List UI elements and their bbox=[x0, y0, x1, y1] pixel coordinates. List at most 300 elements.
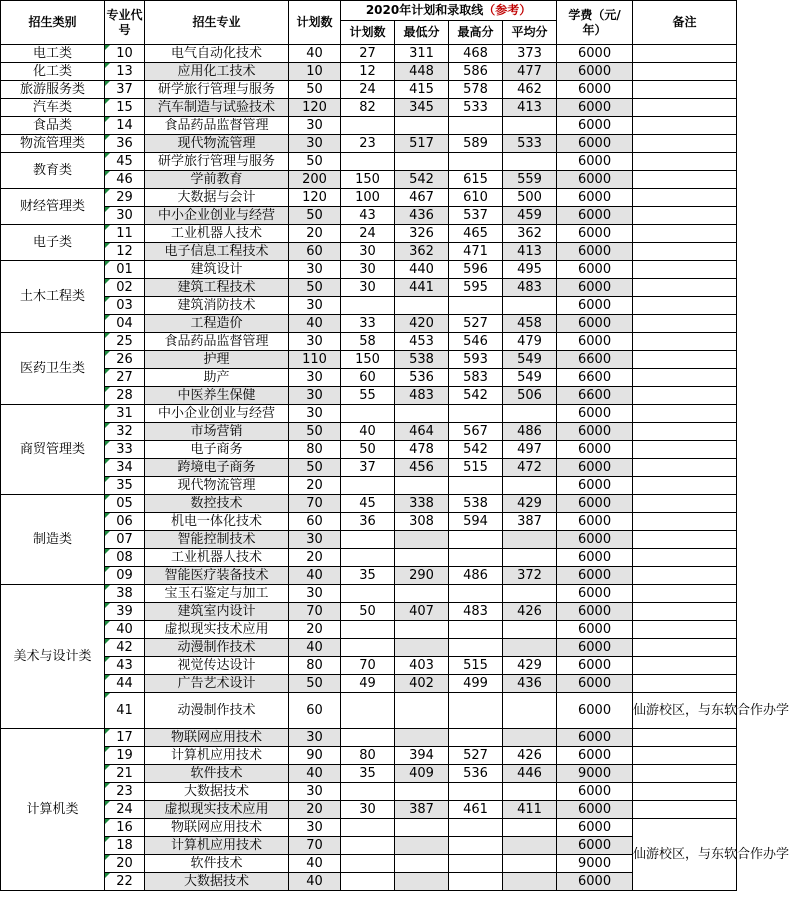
tuition-fee: 6600 bbox=[557, 369, 633, 387]
avg-score: 372 bbox=[503, 567, 557, 585]
note-cell: 仙游校区，与东软合作办学 bbox=[633, 693, 737, 729]
major-code: 29 bbox=[105, 189, 145, 207]
plan-2020 bbox=[341, 405, 395, 423]
tuition-fee: 6000 bbox=[557, 495, 633, 513]
major-name: 建筑室内设计 bbox=[145, 603, 289, 621]
max-score: 527 bbox=[449, 315, 503, 333]
plan-2020 bbox=[341, 477, 395, 495]
plan-count: 50 bbox=[289, 207, 341, 225]
major-name: 工业机器人技术 bbox=[145, 549, 289, 567]
plan-count: 80 bbox=[289, 441, 341, 459]
min-score bbox=[395, 531, 449, 549]
plan-count: 20 bbox=[289, 225, 341, 243]
table-row bbox=[1, 675, 737, 693]
table-row bbox=[1, 819, 737, 837]
table-row bbox=[1, 513, 737, 531]
table-row bbox=[1, 135, 737, 153]
plan-2020 bbox=[341, 585, 395, 603]
plan-2020 bbox=[341, 873, 395, 891]
min-score: 538 bbox=[395, 351, 449, 369]
major-name: 数控技术 bbox=[145, 495, 289, 513]
min-score: 467 bbox=[395, 189, 449, 207]
major-code: 43 bbox=[105, 657, 145, 675]
plan-2020: 12 bbox=[341, 63, 395, 81]
note-cell-empty bbox=[633, 315, 737, 333]
table-row bbox=[1, 45, 737, 63]
plan-count: 60 bbox=[289, 243, 341, 261]
plan-count: 30 bbox=[289, 387, 341, 405]
plan-count: 70 bbox=[289, 495, 341, 513]
table-row bbox=[1, 405, 737, 423]
table-row bbox=[1, 117, 737, 135]
note-cell-empty bbox=[633, 441, 737, 459]
major-code: 30 bbox=[105, 207, 145, 225]
min-score: 407 bbox=[395, 603, 449, 621]
max-score bbox=[449, 585, 503, 603]
table-row bbox=[1, 783, 737, 801]
max-score: 610 bbox=[449, 189, 503, 207]
major-name: 食品药品监督管理 bbox=[145, 333, 289, 351]
tuition-fee: 6000 bbox=[557, 603, 633, 621]
major-name: 智能控制技术 bbox=[145, 531, 289, 549]
min-score: 478 bbox=[395, 441, 449, 459]
major-name: 建筑工程技术 bbox=[145, 279, 289, 297]
plan-count: 120 bbox=[289, 99, 341, 117]
major-code: 21 bbox=[105, 765, 145, 783]
avg-score: 477 bbox=[503, 63, 557, 81]
major-name: 研学旅行管理与服务 bbox=[145, 81, 289, 99]
major-name: 计算机应用技术 bbox=[145, 837, 289, 855]
tuition-fee: 6000 bbox=[557, 405, 633, 423]
avg-score bbox=[503, 819, 557, 837]
plan-2020 bbox=[341, 549, 395, 567]
note-cell-empty bbox=[633, 279, 737, 297]
tuition-fee: 6000 bbox=[557, 225, 633, 243]
tuition-fee: 6000 bbox=[557, 873, 633, 891]
min-score: 403 bbox=[395, 657, 449, 675]
max-score: 594 bbox=[449, 513, 503, 531]
min-score bbox=[395, 837, 449, 855]
major-name: 跨境电子商务 bbox=[145, 459, 289, 477]
major-code: 13 bbox=[105, 63, 145, 81]
tuition-fee: 6000 bbox=[557, 171, 633, 189]
max-score: 546 bbox=[449, 333, 503, 351]
category-cell: 医药卫生类 bbox=[1, 333, 105, 405]
plan-2020: 82 bbox=[341, 99, 395, 117]
major-code: 24 bbox=[105, 801, 145, 819]
major-name: 工业机器人技术 bbox=[145, 225, 289, 243]
category-cell: 汽车类 bbox=[1, 99, 105, 117]
plan-2020 bbox=[341, 531, 395, 549]
note-cell-empty bbox=[633, 45, 737, 63]
plan-2020: 45 bbox=[341, 495, 395, 513]
major-code: 42 bbox=[105, 639, 145, 657]
plan-2020 bbox=[341, 855, 395, 873]
category-cell: 电子类 bbox=[1, 225, 105, 261]
min-score: 387 bbox=[395, 801, 449, 819]
table-row bbox=[1, 207, 737, 225]
category-cell: 化工类 bbox=[1, 63, 105, 81]
note-cell-empty bbox=[633, 207, 737, 225]
note-cell-empty bbox=[633, 63, 737, 81]
min-score bbox=[395, 405, 449, 423]
plan-2020 bbox=[341, 837, 395, 855]
tuition-fee: 6600 bbox=[557, 387, 633, 405]
avg-score bbox=[503, 783, 557, 801]
plan-2020 bbox=[341, 117, 395, 135]
note-cell-empty bbox=[633, 423, 737, 441]
tuition-fee: 6000 bbox=[557, 63, 633, 81]
max-score bbox=[449, 531, 503, 549]
header-plan: 计划数 bbox=[289, 1, 341, 45]
plan-2020: 100 bbox=[341, 189, 395, 207]
plan-2020: 30 bbox=[341, 279, 395, 297]
category-cell: 计算机类 bbox=[1, 729, 105, 891]
major-code: 25 bbox=[105, 333, 145, 351]
note-cell-empty bbox=[633, 747, 737, 765]
major-name: 动漫制作技术 bbox=[145, 693, 289, 729]
plan-count: 30 bbox=[289, 135, 341, 153]
note-cell-empty bbox=[633, 603, 737, 621]
table-row bbox=[1, 549, 737, 567]
header-2020-reference: （参考） bbox=[483, 3, 532, 17]
min-score bbox=[395, 855, 449, 873]
plan-count: 120 bbox=[289, 189, 341, 207]
major-name: 物联网应用技术 bbox=[145, 729, 289, 747]
avg-score: 495 bbox=[503, 261, 557, 279]
table-row bbox=[1, 477, 737, 495]
note-cell-empty bbox=[633, 531, 737, 549]
category-cell: 教育类 bbox=[1, 153, 105, 189]
avg-score: 483 bbox=[503, 279, 557, 297]
avg-score: 436 bbox=[503, 675, 557, 693]
max-score: 589 bbox=[449, 135, 503, 153]
major-name: 应用化工技术 bbox=[145, 63, 289, 81]
avg-score bbox=[503, 297, 557, 315]
major-code: 05 bbox=[105, 495, 145, 513]
plan-count: 40 bbox=[289, 855, 341, 873]
note-cell-empty bbox=[633, 225, 737, 243]
max-score: 515 bbox=[449, 657, 503, 675]
table-row bbox=[1, 801, 737, 819]
table-row bbox=[1, 333, 737, 351]
plan-count: 40 bbox=[289, 315, 341, 333]
header-2020-plan: 计划数 bbox=[341, 21, 395, 45]
tuition-fee: 6000 bbox=[557, 837, 633, 855]
plan-count: 40 bbox=[289, 765, 341, 783]
major-code: 12 bbox=[105, 243, 145, 261]
major-name: 软件技术 bbox=[145, 855, 289, 873]
plan-count: 30 bbox=[289, 531, 341, 549]
table-row bbox=[1, 153, 737, 171]
plan-count: 10 bbox=[289, 63, 341, 81]
min-score: 464 bbox=[395, 423, 449, 441]
major-code: 38 bbox=[105, 585, 145, 603]
plan-count: 40 bbox=[289, 873, 341, 891]
max-score bbox=[449, 855, 503, 873]
min-score bbox=[395, 297, 449, 315]
max-score: 536 bbox=[449, 765, 503, 783]
min-score: 441 bbox=[395, 279, 449, 297]
max-score bbox=[449, 153, 503, 171]
table-row bbox=[1, 495, 737, 513]
major-name: 工程造价 bbox=[145, 315, 289, 333]
min-score bbox=[395, 693, 449, 729]
table-row bbox=[1, 99, 737, 117]
major-name: 电子商务 bbox=[145, 441, 289, 459]
plan-count: 50 bbox=[289, 675, 341, 693]
note-cell-empty bbox=[633, 81, 737, 99]
plan-2020: 150 bbox=[341, 171, 395, 189]
table-row bbox=[1, 279, 737, 297]
plan-count: 200 bbox=[289, 171, 341, 189]
plan-count: 30 bbox=[289, 261, 341, 279]
max-score bbox=[449, 783, 503, 801]
major-name: 软件技术 bbox=[145, 765, 289, 783]
tuition-fee: 6000 bbox=[557, 207, 633, 225]
avg-score bbox=[503, 531, 557, 549]
plan-count: 80 bbox=[289, 657, 341, 675]
avg-score: 497 bbox=[503, 441, 557, 459]
max-score: 468 bbox=[449, 45, 503, 63]
plan-count: 30 bbox=[289, 819, 341, 837]
plan-2020 bbox=[341, 693, 395, 729]
tuition-fee: 6000 bbox=[557, 189, 633, 207]
max-score bbox=[449, 477, 503, 495]
avg-score: 533 bbox=[503, 135, 557, 153]
tuition-fee: 6000 bbox=[557, 135, 633, 153]
major-name: 动漫制作技术 bbox=[145, 639, 289, 657]
table-row bbox=[1, 639, 737, 657]
table-row bbox=[1, 297, 737, 315]
plan-2020 bbox=[341, 729, 395, 747]
major-name: 研学旅行管理与服务 bbox=[145, 153, 289, 171]
note-cell-empty bbox=[633, 153, 737, 171]
major-code: 15 bbox=[105, 99, 145, 117]
header-2020-avg: 平均分 bbox=[503, 21, 557, 45]
major-code: 32 bbox=[105, 423, 145, 441]
avg-score: 413 bbox=[503, 243, 557, 261]
plan-count: 60 bbox=[289, 693, 341, 729]
major-name: 虚拟现实技术应用 bbox=[145, 801, 289, 819]
tuition-fee: 6600 bbox=[557, 351, 633, 369]
table-row bbox=[1, 765, 737, 783]
plan-2020 bbox=[341, 297, 395, 315]
table-row bbox=[1, 693, 737, 729]
plan-count: 50 bbox=[289, 459, 341, 477]
major-name: 中小企业创业与经营 bbox=[145, 405, 289, 423]
tuition-fee: 6000 bbox=[557, 639, 633, 657]
tuition-fee: 6000 bbox=[557, 585, 633, 603]
max-score: 538 bbox=[449, 495, 503, 513]
avg-score bbox=[503, 693, 557, 729]
max-score bbox=[449, 729, 503, 747]
min-score bbox=[395, 639, 449, 657]
tuition-fee: 6000 bbox=[557, 117, 633, 135]
major-code: 34 bbox=[105, 459, 145, 477]
max-score: 533 bbox=[449, 99, 503, 117]
plan-2020 bbox=[341, 639, 395, 657]
max-score: 486 bbox=[449, 567, 503, 585]
avg-score bbox=[503, 477, 557, 495]
note-cell-empty bbox=[633, 495, 737, 513]
tuition-fee: 6000 bbox=[557, 441, 633, 459]
plan-2020 bbox=[341, 153, 395, 171]
avg-score bbox=[503, 621, 557, 639]
min-score: 536 bbox=[395, 369, 449, 387]
note-cell-empty bbox=[633, 261, 737, 279]
avg-score: 429 bbox=[503, 657, 557, 675]
plan-count: 30 bbox=[289, 369, 341, 387]
table-row bbox=[1, 729, 737, 747]
major-name: 广告艺术设计 bbox=[145, 675, 289, 693]
max-score: 583 bbox=[449, 369, 503, 387]
plan-2020: 40 bbox=[341, 423, 395, 441]
table-row bbox=[1, 243, 737, 261]
plan-2020: 30 bbox=[341, 801, 395, 819]
tuition-fee: 6000 bbox=[557, 153, 633, 171]
plan-count: 50 bbox=[289, 81, 341, 99]
plan-count: 30 bbox=[289, 405, 341, 423]
tuition-fee: 6000 bbox=[557, 423, 633, 441]
category-cell: 旅游服务类 bbox=[1, 81, 105, 99]
avg-score: 458 bbox=[503, 315, 557, 333]
max-score: 483 bbox=[449, 603, 503, 621]
min-score: 338 bbox=[395, 495, 449, 513]
tuition-fee: 6000 bbox=[557, 261, 633, 279]
max-score: 465 bbox=[449, 225, 503, 243]
major-code: 19 bbox=[105, 747, 145, 765]
avg-score bbox=[503, 639, 557, 657]
plan-2020 bbox=[341, 819, 395, 837]
avg-score: 426 bbox=[503, 747, 557, 765]
tuition-fee: 6000 bbox=[557, 531, 633, 549]
plan-count: 30 bbox=[289, 729, 341, 747]
major-name: 中小企业创业与经营 bbox=[145, 207, 289, 225]
avg-score bbox=[503, 405, 557, 423]
note-cell-empty bbox=[633, 675, 737, 693]
note-cell-empty bbox=[633, 621, 737, 639]
avg-score: 549 bbox=[503, 351, 557, 369]
header-2020-group bbox=[341, 1, 557, 21]
plan-count: 70 bbox=[289, 603, 341, 621]
tuition-fee: 6000 bbox=[557, 567, 633, 585]
major-name: 市场营销 bbox=[145, 423, 289, 441]
major-code: 35 bbox=[105, 477, 145, 495]
major-code: 36 bbox=[105, 135, 145, 153]
header-2020-title: 2020年计划和录取线 bbox=[365, 3, 484, 17]
major-code: 40 bbox=[105, 621, 145, 639]
note-cell-empty bbox=[633, 99, 737, 117]
tuition-fee: 6000 bbox=[557, 99, 633, 117]
table-row bbox=[1, 747, 737, 765]
major-name: 学前教育 bbox=[145, 171, 289, 189]
max-score: 471 bbox=[449, 243, 503, 261]
avg-score: 446 bbox=[503, 765, 557, 783]
max-score: 596 bbox=[449, 261, 503, 279]
plan-count: 30 bbox=[289, 117, 341, 135]
major-name: 建筑消防技术 bbox=[145, 297, 289, 315]
major-code: 33 bbox=[105, 441, 145, 459]
max-score: 542 bbox=[449, 441, 503, 459]
max-score bbox=[449, 837, 503, 855]
major-name: 智能医疗装备技术 bbox=[145, 567, 289, 585]
min-score bbox=[395, 621, 449, 639]
note-cell-empty bbox=[633, 387, 737, 405]
tuition-fee: 6000 bbox=[557, 819, 633, 837]
major-code: 22 bbox=[105, 873, 145, 891]
table-row bbox=[1, 873, 737, 891]
note-cell-empty bbox=[633, 189, 737, 207]
min-score: 517 bbox=[395, 135, 449, 153]
plan-2020: 70 bbox=[341, 657, 395, 675]
note-cell-empty bbox=[633, 135, 737, 153]
tuition-fee: 6000 bbox=[557, 81, 633, 99]
major-code: 07 bbox=[105, 531, 145, 549]
plan-2020 bbox=[341, 621, 395, 639]
header-2020-max: 最高分 bbox=[449, 21, 503, 45]
tuition-fee: 6000 bbox=[557, 801, 633, 819]
max-score: 567 bbox=[449, 423, 503, 441]
avg-score: 411 bbox=[503, 801, 557, 819]
table-row bbox=[1, 261, 737, 279]
table-row bbox=[1, 225, 737, 243]
note-cell-empty bbox=[633, 297, 737, 315]
max-score bbox=[449, 639, 503, 657]
table-row bbox=[1, 441, 737, 459]
major-name: 助产 bbox=[145, 369, 289, 387]
plan-count: 40 bbox=[289, 639, 341, 657]
major-name: 现代物流管理 bbox=[145, 477, 289, 495]
major-code: 17 bbox=[105, 729, 145, 747]
plan-2020: 33 bbox=[341, 315, 395, 333]
major-name: 视觉传达设计 bbox=[145, 657, 289, 675]
plan-count: 50 bbox=[289, 423, 341, 441]
plan-2020: 50 bbox=[341, 603, 395, 621]
max-score: 537 bbox=[449, 207, 503, 225]
max-score bbox=[449, 873, 503, 891]
avg-score bbox=[503, 117, 557, 135]
avg-score: 500 bbox=[503, 189, 557, 207]
table-row bbox=[1, 81, 737, 99]
plan-count: 20 bbox=[289, 801, 341, 819]
min-score bbox=[395, 117, 449, 135]
avg-score: 373 bbox=[503, 45, 557, 63]
min-score: 402 bbox=[395, 675, 449, 693]
max-score: 499 bbox=[449, 675, 503, 693]
major-code: 27 bbox=[105, 369, 145, 387]
avg-score: 549 bbox=[503, 369, 557, 387]
avg-score bbox=[503, 549, 557, 567]
plan-count: 90 bbox=[289, 747, 341, 765]
plan-2020: 30 bbox=[341, 261, 395, 279]
min-score: 448 bbox=[395, 63, 449, 81]
plan-2020: 24 bbox=[341, 225, 395, 243]
table-row bbox=[1, 423, 737, 441]
plan-count: 40 bbox=[289, 567, 341, 585]
table-row bbox=[1, 351, 737, 369]
major-name: 宝玉石鉴定与加工 bbox=[145, 585, 289, 603]
plan-2020: 35 bbox=[341, 765, 395, 783]
plan-2020: 80 bbox=[341, 747, 395, 765]
min-score: 308 bbox=[395, 513, 449, 531]
max-score: 527 bbox=[449, 747, 503, 765]
tuition-fee: 6000 bbox=[557, 783, 633, 801]
avg-score bbox=[503, 153, 557, 171]
max-score: 515 bbox=[449, 459, 503, 477]
min-score: 453 bbox=[395, 333, 449, 351]
major-code: 23 bbox=[105, 783, 145, 801]
